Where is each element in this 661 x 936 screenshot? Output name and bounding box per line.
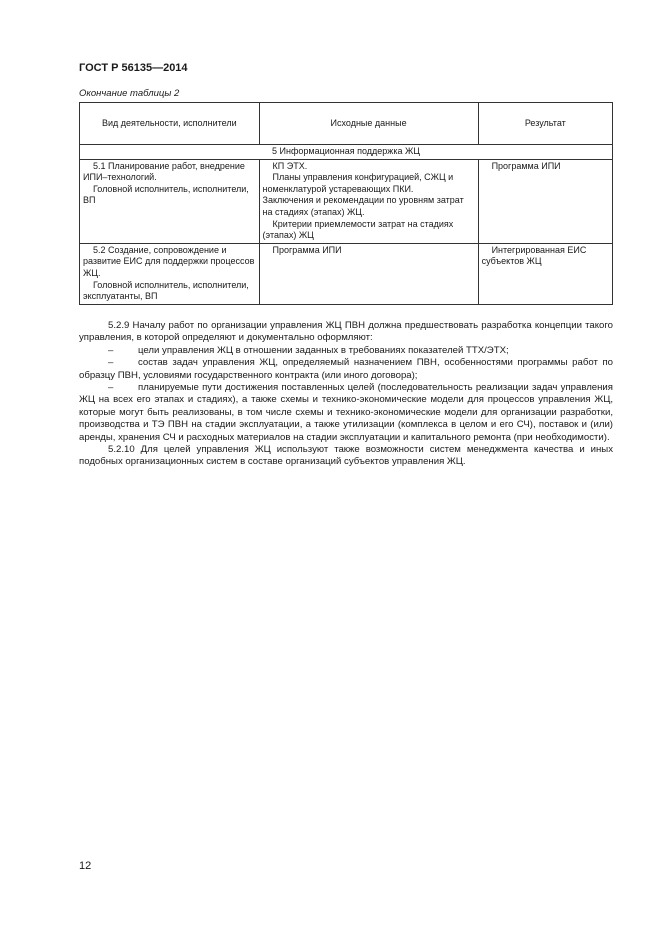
table-header-row [80, 103, 613, 145]
table-row [80, 243, 613, 304]
list-item-text: цели управления ЖЦ в отношении заданных в требованиях показателей ТТХ/ЭТХ; [138, 344, 509, 356]
cell-line: Планы управления конфигурацией, СЖЦ и номенклатурой устаревающих ПКИ. [262, 172, 454, 194]
cell-line: 5.1 Планирование работ, внедрение ИПИ–технологий. [83, 160, 245, 183]
list-item [79, 382, 613, 444]
row-1-activity [80, 159, 260, 243]
table-row [80, 159, 613, 243]
row-1-input [259, 159, 478, 243]
list-item-text: состав задач управления ЖЦ, определяемый назначением ПВН, особенностями программы работ по образцу ПВН, условиями государственного контракта (или иного договора); [79, 357, 613, 381]
cell-line: Заключения и рекомендации по уровням затрат на стадиях (этапах) ЖЦ. [262, 195, 464, 217]
header-result: Результат [478, 103, 612, 145]
cell-line: Интегрированная ЕИС субъектов ЖЦ [481, 244, 587, 267]
paragraph-5-2-9: 5.2.9 Началу работ по организации управления ЖЦ ПВН должна предшествовать разработка концепции такого управления, в которой определяют и документально оформляют: [79, 320, 613, 344]
row-2-activity [80, 243, 260, 304]
cell-line: Критерии приемлемости затрат на стадиях (этапах) ЖЦ [262, 218, 454, 241]
row-1-result [478, 159, 612, 243]
document-header: ГОСТ Р 56135—2014 [79, 62, 188, 74]
page-number: 12 [79, 860, 92, 872]
paragraph-5-2-10: 5.2.10 Для целей управления ЖЦ используют также возможности систем менеджмента качества и иных подобных организационных систем в составе организаций субъектов управления ЖЦ. [79, 444, 613, 468]
cell-line: 5.2 Создание, сопровождение и развитие ЕИС для поддержки процессов ЖЦ. [83, 244, 255, 278]
dash-marker: – [108, 357, 114, 369]
dash-marker: – [108, 382, 114, 394]
body-text [79, 320, 613, 469]
row-2-input [259, 243, 478, 304]
table-caption: Окончание таблицы 2 [79, 88, 180, 99]
cell-line: Головной исполнитель, исполнители, эксплуатанты, ВП [83, 279, 249, 302]
activities-table [79, 102, 613, 305]
list-item [79, 357, 613, 382]
cell-line: Программа ИПИ [491, 160, 561, 171]
section-title: 5 Информационная поддержка ЖЦ [80, 145, 613, 160]
dash-marker: – [108, 344, 114, 356]
cell-line: Программа ИПИ [272, 244, 342, 255]
list-item [79, 345, 613, 357]
header-input-data: Исходные данные [259, 103, 478, 145]
cell-line: КП ЭТХ. [272, 160, 308, 171]
cell-line: Головной исполнитель, исполнители, ВП [83, 183, 249, 206]
section-row [80, 145, 613, 160]
header-activity: Вид деятельности, исполнители [80, 103, 260, 145]
row-2-result [478, 243, 612, 304]
list-item-text: планируемые пути достижения поставленных целей (последовательность реализации задач управления ЖЦ на всех его этапах и стадиях), а также схемы и технико-экономические модели для процессов управления ЖЦ, которые могут быть реализованы, в том числе схемы и технико-экономические модели для организации разработки, производства и ТЭ ПВН на стадии эксплуатации, а также утилизации (комплекса в целом и его СЧ), поставок и (или) аренды, хранения СЧ и расходных материалов на стадии эксплуатации и капитального ремонта (при необходимости). [79, 382, 613, 443]
